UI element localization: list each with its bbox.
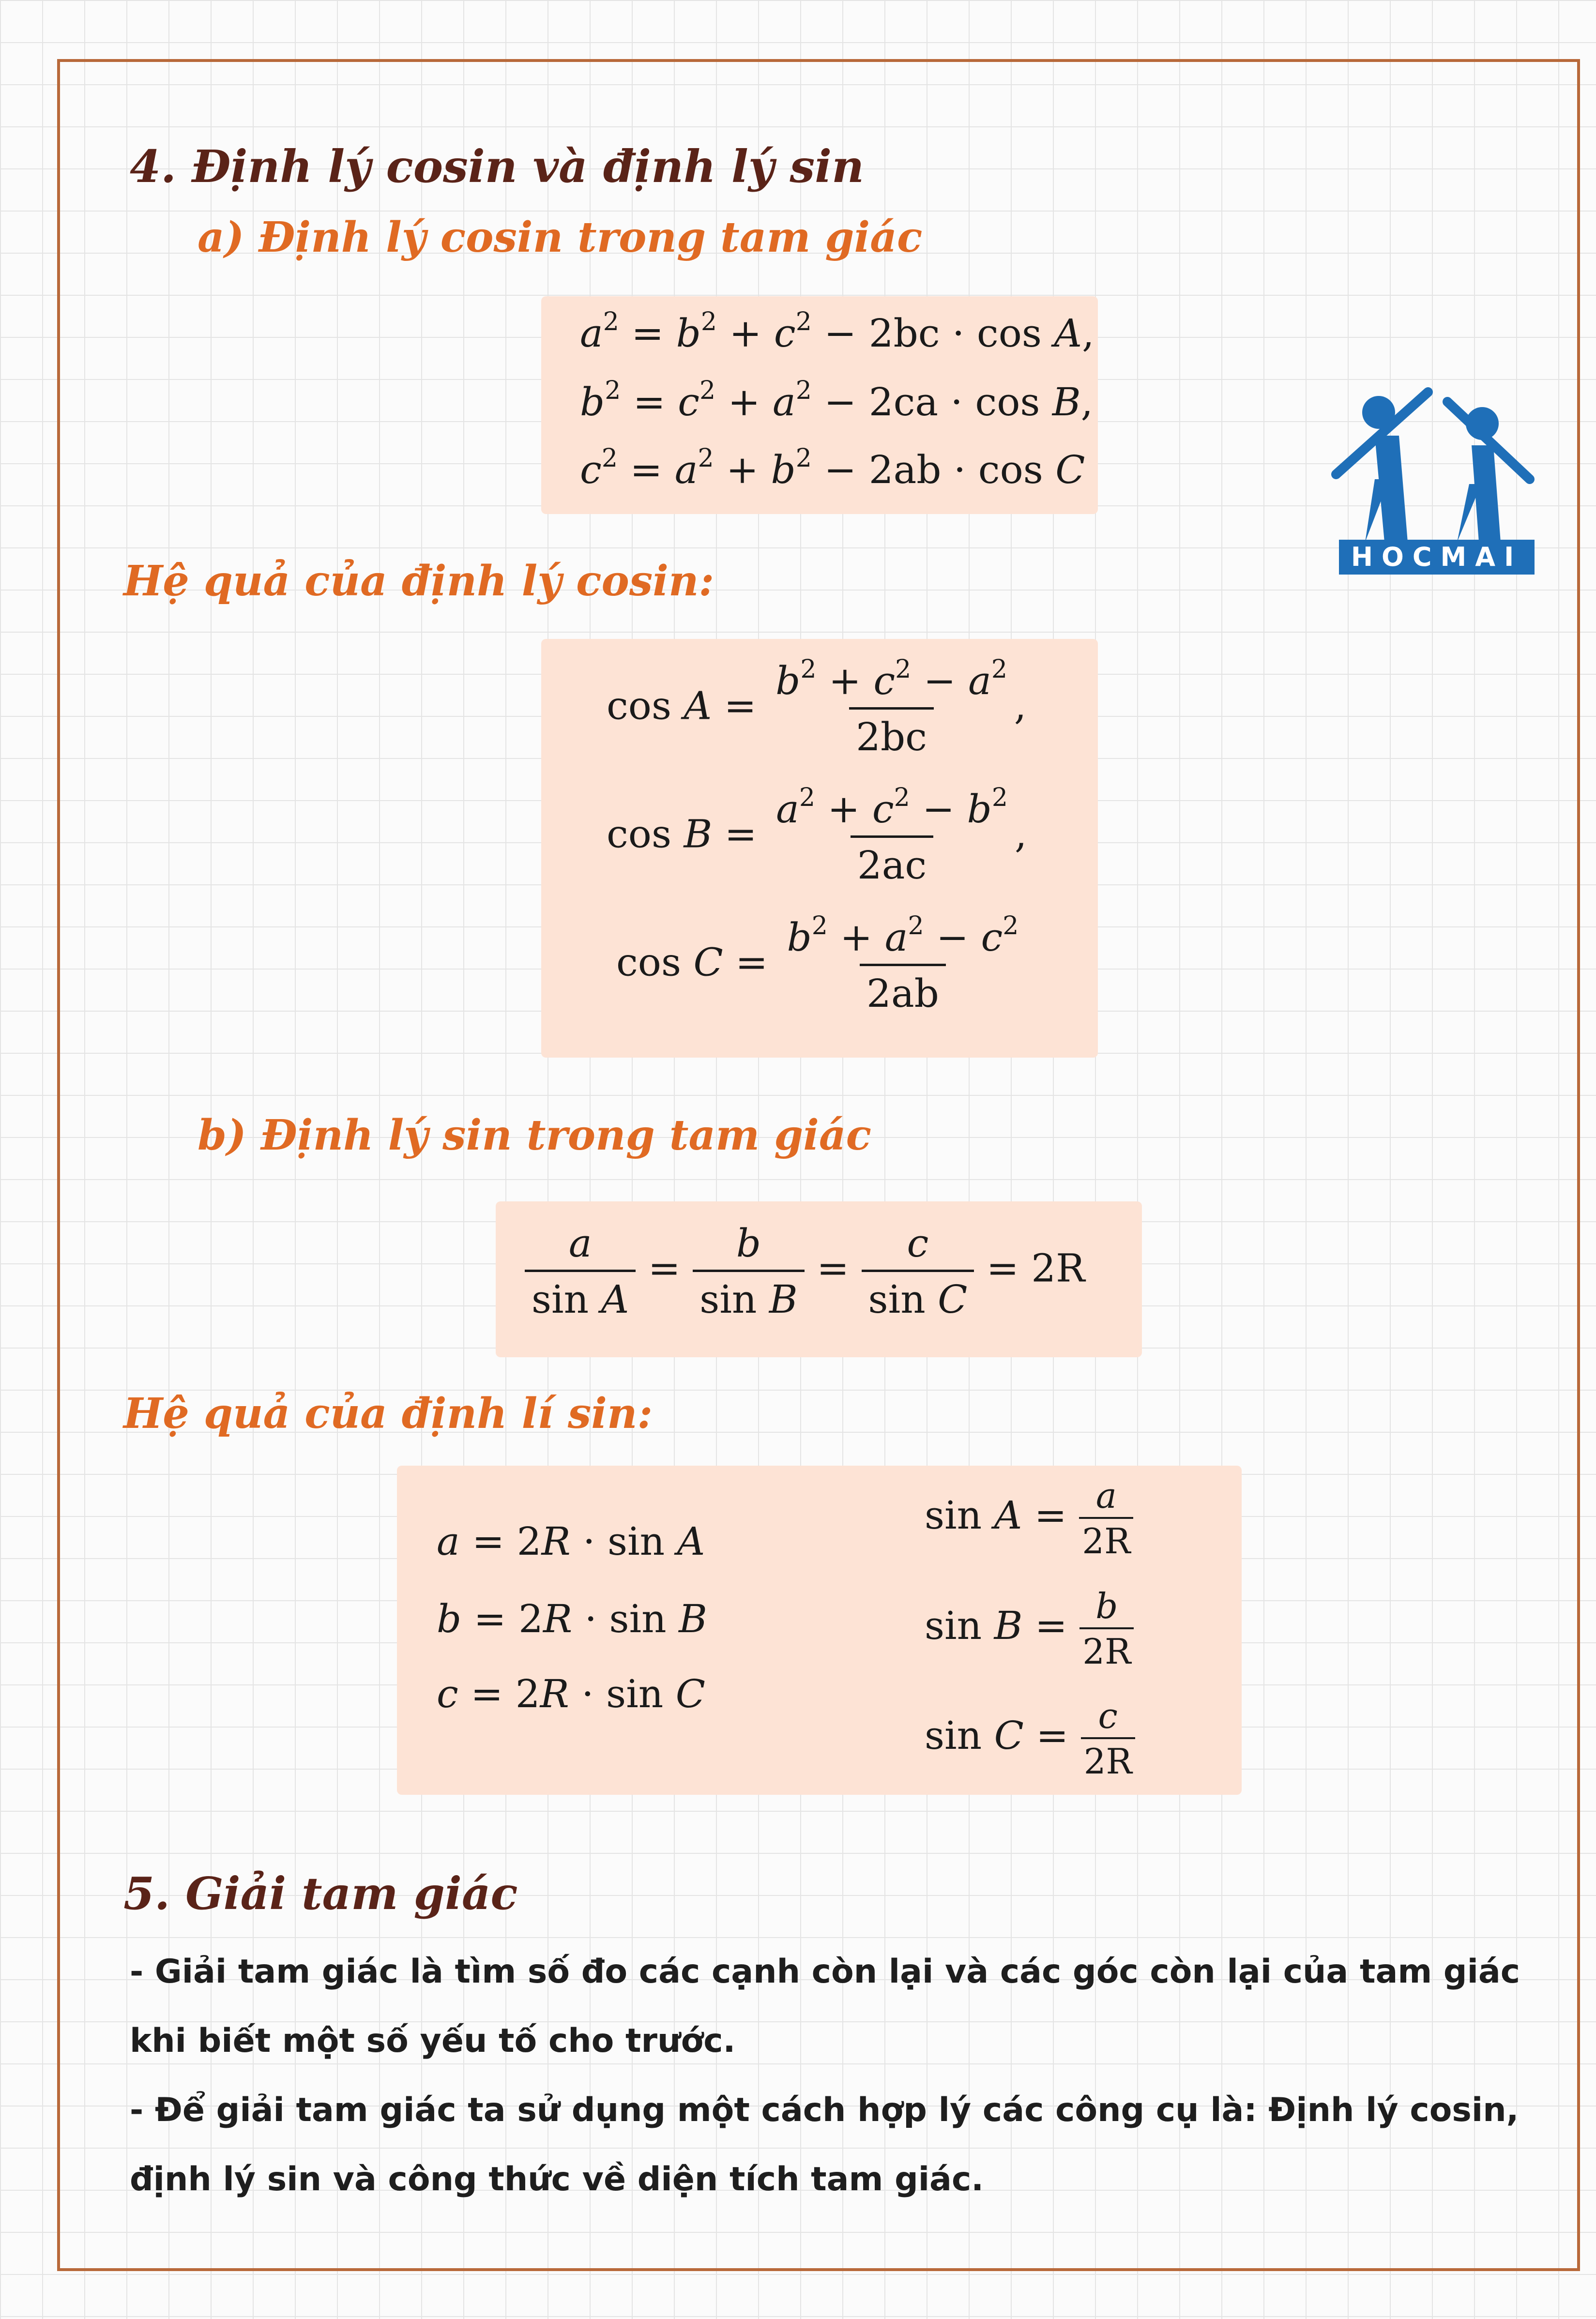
sin-b-formula: sin B = $\frac{b}{2R}$ (925, 1586, 1134, 1672)
side-c-formula: c = 2R · sin C (437, 1671, 705, 1716)
cosine-law-line-3: $c^2 = a^2 + b^2 - 2ab \cdot \cos C$ (580, 444, 1085, 492)
cos-a-formula: cos A = $\frac{b^2 + c^2 - a^2}{2bc}$ , (607, 655, 1027, 759)
section5-paragraph-2: - Để giải tam giác ta sử dụng một cách hợp lý các công cụ là: Định lý cosin, định lý sin và công thức về diện tích tam giác. (130, 2091, 1519, 2198)
section4-title: 4. Định lý cosin và định lý sin (130, 140, 864, 193)
section5-title: 5. Giải tam giác (123, 1867, 518, 1920)
sine-law-formula: $\frac{a}{\text{sin A}}$ = $\frac{b}{\text{sin B}}$ = $\frac{c}{\text{sin C}}$ = 2R (525, 1221, 1085, 1322)
sine-corollary-title: Hệ quả của định lí sin: (123, 1389, 653, 1438)
cos-b-formula: cos B = $\frac{a^2 + c^2 - b^2}{2ac}$ , (607, 783, 1027, 888)
section5-paragraph-1: - Giải tam giác là tìm số đo các cạnh còn lại và các góc còn lại của tam giác khi biết một số yếu tố cho trước. (130, 1953, 1520, 2060)
sin-c-formula: sin C = $\frac{c}{2R}$ (925, 1696, 1135, 1782)
subsection-b-title: b) Định lý sin trong tam giác (198, 1111, 871, 1160)
hocmai-logo-text: HOCMAI (1339, 540, 1535, 575)
subsection-a-title: a) Định lý cosin trong tam giác (198, 213, 923, 262)
cosine-law-line-1: $a^2 = b^2 + c^2 - 2bc \cdot \cos A$, (580, 307, 1094, 356)
sine-law-box (496, 1201, 1142, 1357)
cosine-corollary-title: Hệ quả của định lý cosin: (123, 557, 714, 606)
cos-c-formula: cos C = $\frac{b^2 + a^2 - c^2}{2ab}$ (616, 911, 1019, 1016)
side-a-formula: a = 2R · sin A (437, 1519, 705, 1564)
side-b-formula: b = 2R · sin B (437, 1596, 707, 1641)
cosine-law-line-2: $b^2 = c^2 + a^2 - 2ca \cdot \cos B$, (580, 376, 1094, 424)
cosine-law-box (541, 296, 1098, 514)
cosine-corollary-box (541, 639, 1098, 1058)
sine-corollary-box (397, 1466, 1242, 1795)
sin-a-formula: sin A = $\frac{a}{2R}$ (925, 1475, 1133, 1561)
